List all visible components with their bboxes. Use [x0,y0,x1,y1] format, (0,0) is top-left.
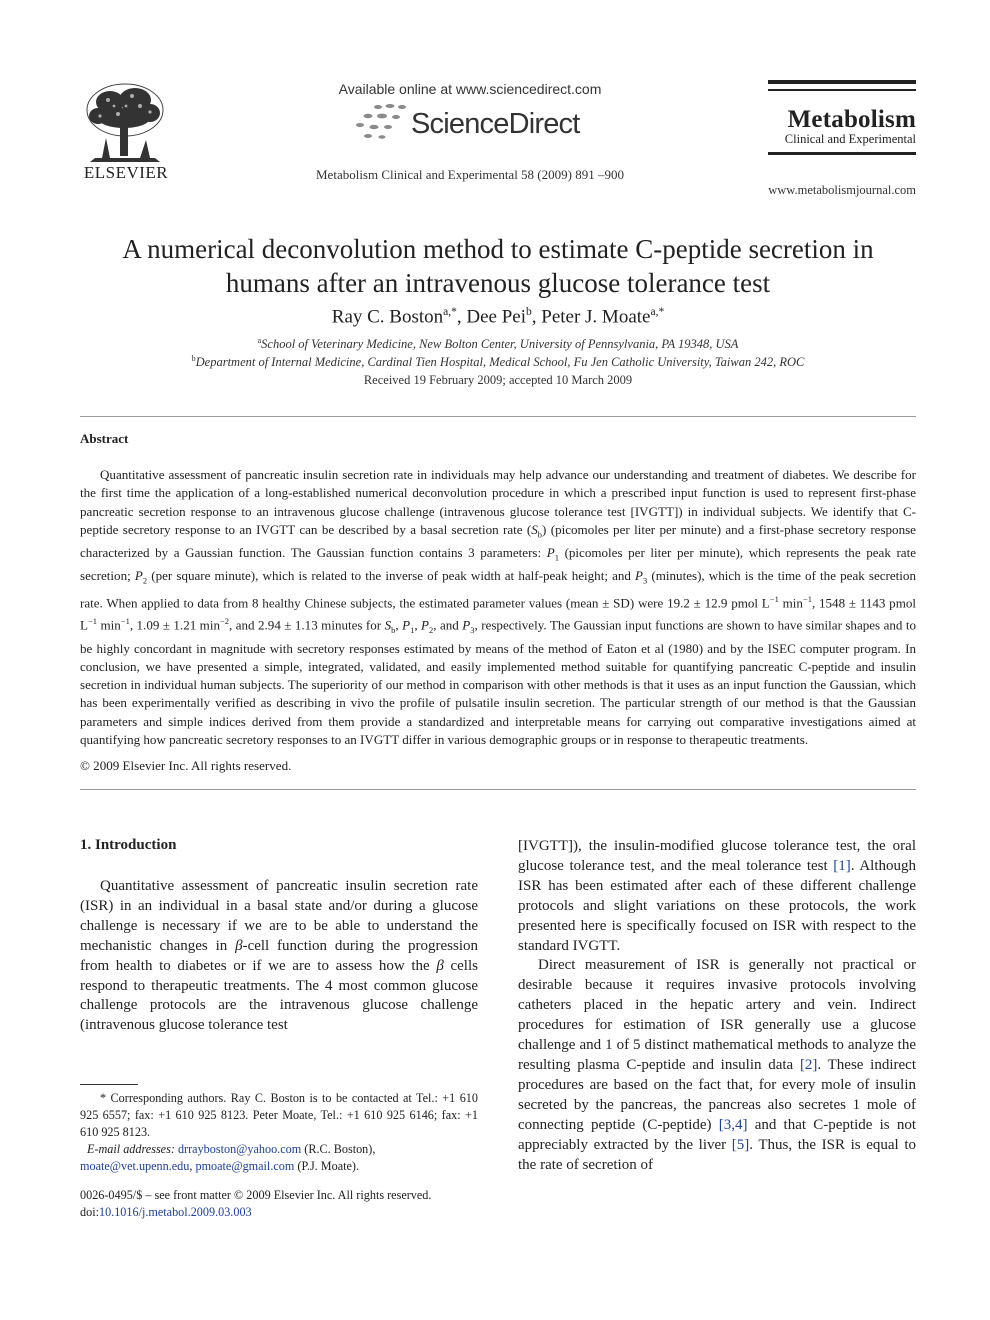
title-line: A numerical deconvolution method to estimate C-peptide secretion in [122,234,874,264]
email-footnote: E-mail addresses: drrayboston@yahoo.com (R.C. Boston), moate@vet.upenn.edu, pmoate@gmail.com (P.J. Moate). [80,1142,376,1173]
body-paragraph: Quantitative assessment of pancreatic insulin secretion rate (ISR) in an individual in a basal state and/or during a glucose challenge is necessary if we are to be able to understand the mechanistic changes in β-cell function during the progression from health to diabetes or if we are to assess how the β cells respond to therapeutic treatments. The 4 most common glucose challenge protocols are the intravenous glucose challenge (intravenous glucose tolerance test [80,878,478,1034]
doi-link[interactable]: 10.1016/j.metabol.2009.03.003 [98,1205,252,1219]
author-list [80,306,916,328]
doi-label: doi: [80,1205,99,1219]
author-name: Dee Pei [466,306,526,328]
affiliation [80,336,916,352]
sciencedirect-dots-icon [354,103,414,141]
journal-subtitle: Clinical and Experimental [784,132,916,146]
reference-link[interactable]: [1] [833,857,851,874]
masthead-rule [768,80,916,84]
affiliation-label: a [257,336,262,345]
email-link[interactable]: drrayboston@yahoo.com [177,1142,302,1156]
front-matter-notice: 0026-0495/$ – see front matter © 2009 Elsevier Inc. All rights reserved. [80,1188,432,1202]
journal-url[interactable]: www.metabolismjournal.com [768,183,916,197]
reference-link[interactable]: [2] [799,1056,818,1073]
affiliation-label: b [191,354,196,363]
doi-line [80,1204,478,1221]
body-paragraph: [IVGTT]), the insulin-modified glucose tolerance test, the oral glucose tolerance test, and the meal tolerance test [1]. Although ISR has been estimated after each of these different challenge protocols and slight variations on these protocols, the work presented here is specifically focused on ISR with respect to the standard IVGTT. [518,838,916,954]
email-label: E-mail addresses: [87,1142,175,1156]
body-paragraph: Direct measurement of ISR is generally not practical or desirable because it requires invasive protocols involving catheters placed in the hepatic artery and vein. Indirect procedures for estimation of ISR generally use a glucose challenge and 1 of 5 distinct mathematical methods to analyze the resulting plasma C-peptide and insulin data [2]. These indirect procedures are based on the fact that, for every mole of insulin secreted by the pancreas, the pancreas also secretes 1 mole of connecting peptide (C-peptide) [3,4] and that C-peptide is not appreciably extracted by the liver [5]. Thus, the ISR is equal to the rate of secretion of [518,957,916,1173]
masthead-rule [768,89,916,91]
reference-link[interactable]: [5] [731,1136,750,1153]
section-heading: 1. Introduction [80,837,177,853]
abstract-paragraph: Quantitative assessment of pancreatic insulin secretion rate in individuals may help advance our understanding and treatment of diabetes. We describe for the first time the application of a long-established numerical deconvolution procedure in which a prescribed input function is used to represent first-phase pancreatic secretion response to an intravenous glucose challenge (intravenous glucose tolerance test [IVGTT]) in individual subjects. We identify that C-peptide secretory response to an IVGTT can be described by a basal secretion rate $(S_b)$ (picomoles per liter per minute) and a first-phase secretory response characterized by a Gaussian function. The Gaussian function contains 3 parameters: $P_1$ (picomoles per liter per minute), which represents the peak rate secretion; $P_2$ (per square minute), which is related to the inverse of peak width at half-peak height; and $P_3$ (minutes), which is the time of the peak secretion rate. When applied to data from 8 healthy Chinese subjects, the estimated parameter values (mean ± SD) were 19.2 ± 12.9 pmol $L^{-1}$ $\min^{-1}$, 1548 ± 1143 pmol $L^{-1}$ $\min^{-1}$, 1.09 ± 1.21 $\min^{-2}$, and 2.94 ± 1.13 minutes for $S_b$, $P_1$, $P_2$, and $P_3$, respectively. The Gaussian input functions are shown to have similar shapes and to be highly concordant in magnitude with secretory responses estimated by means of the method of Eaton et al (1980) and by the ISEC computer program. In conclusion, we have presented a simple, integrated, validated, and easily implemented method suitable for quantifying pancreatic C-peptide and insulin secretion in individual human subjects. The superiority of our method in comparison with other methods is that it uses as an input function the Gaussian, which has been experimentally verified as describing in vivo the profile of pulsatile insulin secretion. The particular strength of our method is that the Gaussian parameters and simple indices derived from them provide a standardized and interpretable means for carrying out comparative investigations aimed at quantifying how pancreatic secretory responses to an IVGTT differ in various demographic groups or in response to therapeutic treatments. [80,467,917,747]
section-divider [80,789,916,790]
footnote-text: * Corresponding authors. Ray C. Boston is to be contacted at Tel.: +1 610 925 6557; fax: +1 610 925 8123. Peter Moate, Tel.: +1 610 925 6146; fax: +1 610 925 8123. [80,1091,478,1139]
author-affiliation-marker: b [526,306,532,318]
abstract-body [80,466,916,749]
footnote-rule [80,1084,138,1085]
masthead-rule [768,152,916,155]
author-affiliation-marker: a,* [650,306,665,318]
author-separator: , [456,306,467,328]
body-column-right [518,837,916,1175]
affiliation-text: Department of Internal Medicine, Cardinal Tien Hospital, Medical School, Fu Jen Catholic University, Taiwan 242, ROC [195,355,805,370]
email-link[interactable]: moate@vet.upenn.edu [80,1158,190,1173]
author-affiliation-marker: a,* [443,306,457,318]
publisher-name: ELSEVIER [83,163,169,182]
affiliation [80,354,916,370]
reference-link[interactable]: [3,4] [718,1116,748,1133]
email-owner: (R.C. Boston), [304,1142,376,1156]
affiliation-text: School of Veterinary Medicine, New Bolton Center, University of Pennsylvania, PA 19348, USA [261,337,739,352]
email-owner: (P.J. Moate). [297,1158,360,1173]
received-dates: Received 19 February 2009; accepted 10 March 2009 [363,373,633,387]
sciencedirect-wordmark: ScienceDirect [411,108,580,140]
section-divider [80,416,916,417]
email-link[interactable]: pmoate@gmail.com [195,1158,295,1173]
available-online-text: Available online at www.sciencedirect.com [338,81,602,97]
corresponding-author-note [80,1090,478,1140]
journal-citation: Metabolism Clinical and Experimental 58 (2009) 891 –900 [316,167,624,182]
author-separator: , [531,306,542,328]
copyright-notice: © 2009 Elsevier Inc. All rights reserved. [80,758,292,773]
title-line: humans after an intravenous glucose tolerance test [225,268,771,298]
author-name: Peter J. Moate [541,306,651,328]
author-name: Ray C. Boston [331,306,444,328]
article-title [80,232,916,300]
abstract-heading: Abstract [80,431,129,446]
journal-title: Metabolism [787,106,916,133]
body-column-left [80,877,478,1036]
